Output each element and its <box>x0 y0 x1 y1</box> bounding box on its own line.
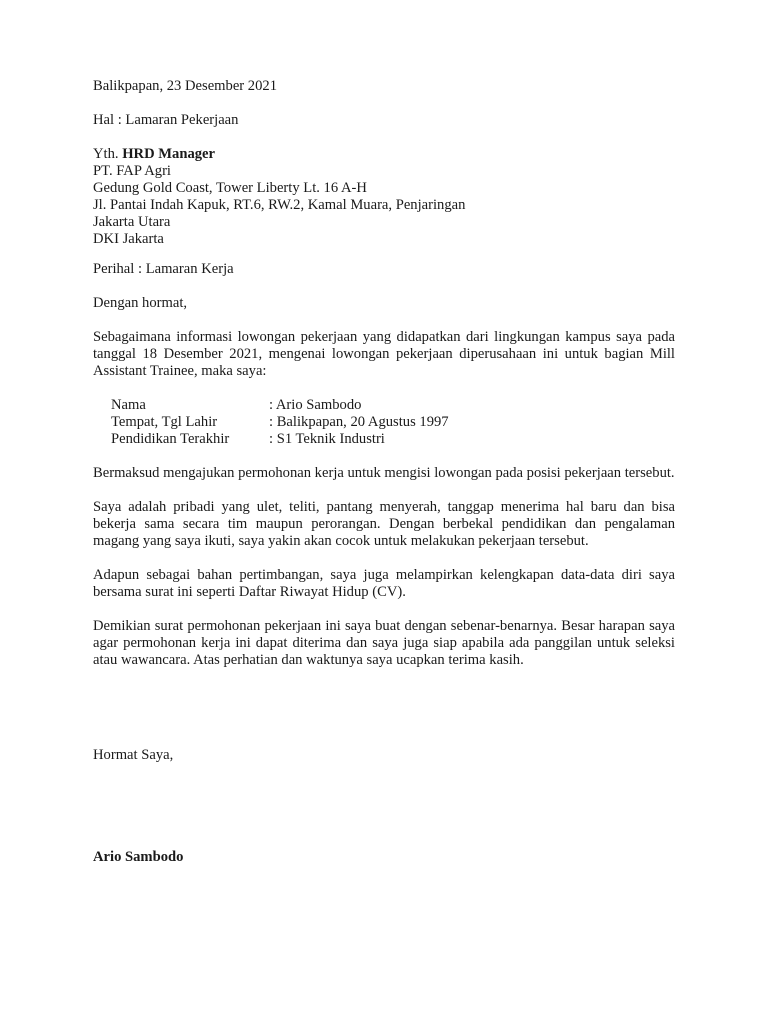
recipient-company: PT. FAP Agri <box>93 163 171 179</box>
subject-perihal: Perihal : Lamaran Kerja <box>93 261 234 277</box>
applicant-details <box>111 397 449 448</box>
application-letter <box>93 78 675 866</box>
recipient-street: Jl. Pantai Indah Kapuk, RT.6, RW.2, Kamal Muara, Penjaringan <box>93 197 466 213</box>
intent-paragraph: Bermaksud mengajukan permohonan kerja untuk mengisi lowongan pada posisi pekerjaan tersebut. <box>93 465 675 481</box>
place-date: Balikpapan, 23 Desember 2021 <box>93 78 277 94</box>
attachment-paragraph: Adapun sebagai bahan pertimbangan, saya juga melampirkan kelengkapan data-data diri saya bersama surat ini seperti Daftar Riwayat Hidup (CV). <box>93 567 675 600</box>
recipient-building: Gedung Gold Coast, Tower Liberty Lt. 16 A-H <box>93 180 367 196</box>
detail-row-name <box>111 397 449 414</box>
recipient-prefix: Yth. <box>93 146 123 162</box>
subject-hal: Hal : Lamaran Pekerjaan <box>93 112 239 128</box>
detail-label: Nama <box>111 397 146 413</box>
detail-value: : Ario Sambodo <box>269 397 362 413</box>
intro-paragraph: Sebagaimana informasi lowongan pekerjaan yang didapatkan dari lingkungan kampus saya pada tanggal 18 Desember 2021, mengenai lowongan pekerjaan diperusahaan ini untuk bagian Mill Assistant Trainee, maka saya: <box>93 329 675 379</box>
detail-label: Tempat, Tgl Lahir <box>111 414 218 430</box>
recipient-title: HRD Manager <box>122 146 216 162</box>
detail-row-birth <box>111 414 449 431</box>
detail-label: Pendidikan Terakhir <box>111 431 230 447</box>
recipient-province: DKI Jakarta <box>93 231 164 247</box>
recipient-city: Jakarta Utara <box>93 214 171 230</box>
detail-row-education <box>111 431 449 448</box>
detail-value: : S1 Teknik Industri <box>269 431 385 447</box>
sign-off: Hormat Saya, <box>93 747 174 763</box>
closing-paragraph: Demikian surat permohonan pekerjaan ini saya buat dengan sebenar-benarnya. Besar harapan saya agar permohonan kerja ini dapat diterima dan saya juga siap apabila ada panggilan untuk seleksi atau wawancara. Atas perhatian dan waktunya saya ucapkan terima kasih. <box>93 618 675 668</box>
self-description-paragraph: Saya adalah pribadi yang ulet, teliti, pantang menyerah, tanggap menerima hal baru dan bisa bekerja sama secara tim maupun perorangan. Dengan berbekal pendidikan dan pengalaman magang yang saya ikuti, saya yakin akan cocok untuk melakukan pekerjaan tersebut. <box>93 499 675 549</box>
signer-name: Ario Sambodo <box>93 849 184 865</box>
greeting: Dengan hormat, <box>93 295 188 311</box>
recipient-salutation <box>93 146 675 163</box>
detail-value: : Balikpapan, 20 Agustus 1997 <box>269 414 449 430</box>
recipient-block <box>93 146 675 248</box>
